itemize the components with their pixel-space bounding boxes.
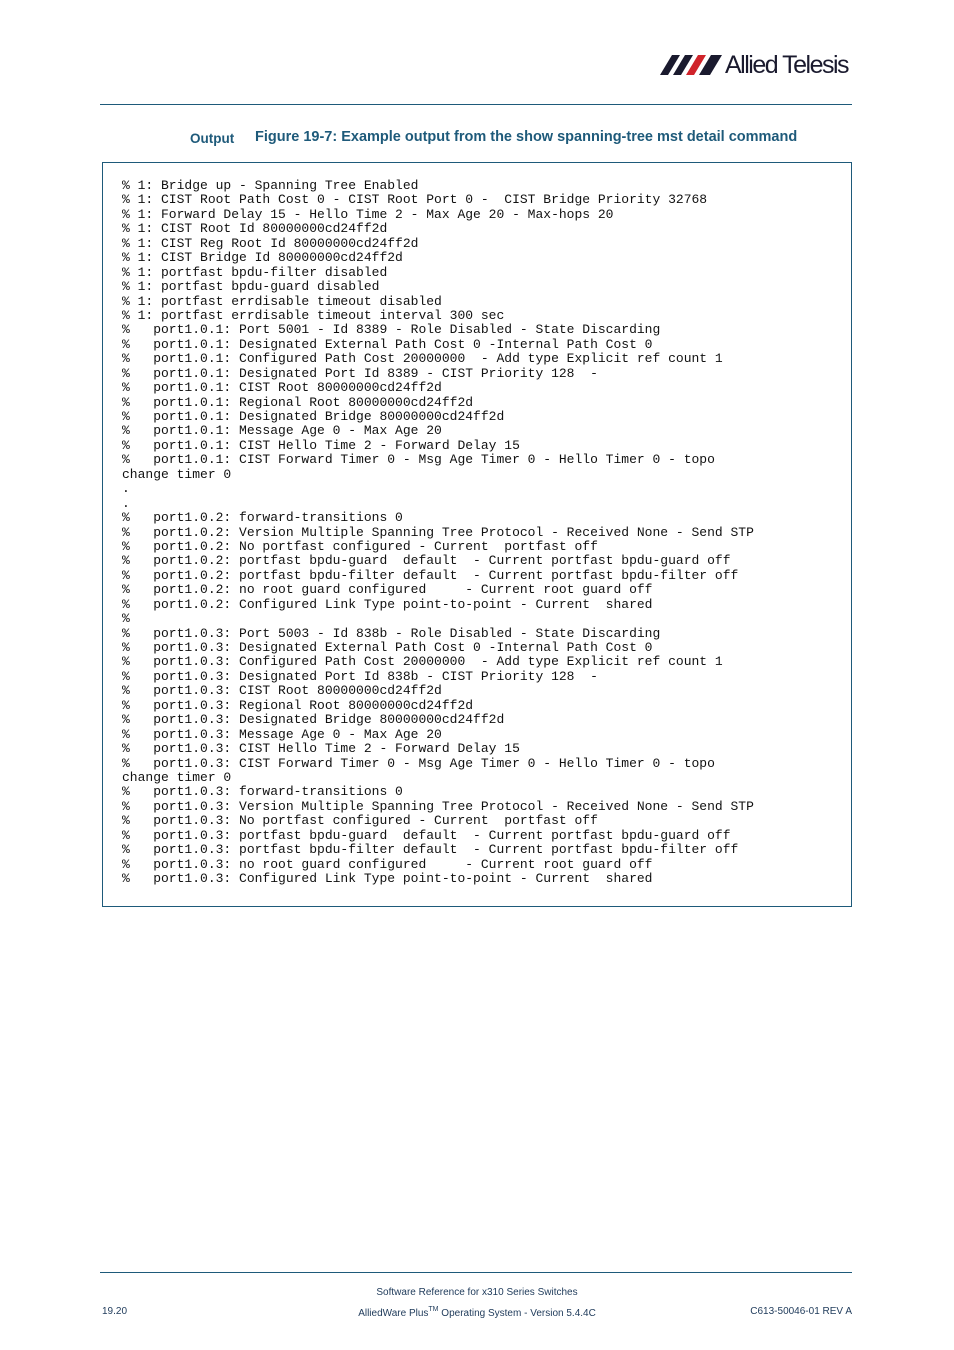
code-line: % port1.0.2: portfast bpdu-guard default - Current portfast bpdu-guard off	[122, 553, 731, 569]
footer-page-number: 19.20	[102, 1306, 128, 1317]
footer-product: AlliedWare Plus	[358, 1308, 429, 1319]
code-line: % port1.0.1: Designated External Path Cost 0 -Internal Path Cost 0	[122, 336, 653, 352]
code-line: % port1.0.1: Designated Port Id 8389 - CIST Priority 128 -	[122, 365, 598, 381]
code-line: % port1.0.3: Regional Root 80000000cd24ff2d	[122, 697, 474, 713]
code-line: % port1.0.1: Configured Path Cost 20000000 - Add type Explicit ref count 1	[122, 351, 723, 367]
code-output	[122, 179, 754, 886]
code-line: % 1: portfast errdisable timeout disabled	[122, 293, 442, 309]
header-rule	[100, 104, 852, 105]
code-line: % port1.0.3: Message Age 0 - Max Age 20	[122, 726, 442, 742]
code-line: % port1.0.2: Configured Link Type point-to-point - Current shared	[122, 596, 653, 612]
code-line: % port1.0.2: Version Multiple Spanning Tree Protocol - Received None - Send STP	[122, 524, 754, 540]
brand-name: Allied Telesis	[725, 51, 849, 79]
output-label: Output	[190, 131, 235, 146]
code-line: % 1: CIST Reg Root Id 80000000cd24ff2d	[122, 235, 419, 251]
code-line: % port1.0.1: Regional Root 80000000cd24ff2d	[122, 394, 474, 410]
code-line: % port1.0.3: Version Multiple Spanning Tree Protocol - Received None - Send STP	[122, 798, 754, 814]
code-output-box	[102, 162, 852, 907]
code-line: % 1: CIST Bridge Id 80000000cd24ff2d	[122, 250, 403, 266]
code-line: % 1: Forward Delay 15 - Hello Time 2 - Max Age 20 - Max-hops 20	[122, 206, 614, 222]
allied-telesis-logo	[660, 50, 848, 80]
allied-telesis-logo-mark-icon	[660, 55, 722, 75]
code-line: % 1: CIST Root Path Cost 0 - CIST Root Port 0 - CIST Bridge Priority 32768	[122, 192, 708, 208]
code-line: % port1.0.3: CIST Hello Time 2 - Forward Delay 15	[122, 741, 520, 757]
code-line: % port1.0.1: CIST Root 80000000cd24ff2d	[122, 380, 442, 396]
code-line: % 1: portfast errdisable timeout interval 300 sec	[122, 307, 505, 323]
code-line: % port1.0.3: Designated Bridge 80000000cd24ff2d	[122, 712, 505, 728]
code-line: % port1.0.3: portfast bpdu-filter default - Current portfast bpdu-filter off	[122, 842, 739, 858]
figure-caption: Figure 19-7: Example output from the show spanning-tree mst detail command	[255, 129, 798, 145]
code-line: change timer 0	[122, 769, 232, 785]
code-line: % port1.0.3: CIST Root 80000000cd24ff2d	[122, 683, 442, 699]
code-line: % port1.0.2: no root guard configured - Current root guard off	[122, 582, 653, 598]
code-line: % port1.0.3: Designated External Path Cost 0 -Internal Path Cost 0	[122, 640, 653, 655]
footer-os-version: Operating System - Version 5.4.4C	[438, 1308, 596, 1319]
code-line: % port1.0.3: Configured Link Type point-to-point - Current shared	[122, 871, 653, 886]
code-line: % port1.0.3: Configured Path Cost 20000000 - Add type Explicit ref count 1	[122, 654, 723, 670]
code-line: % port1.0.1: CIST Hello Time 2 - Forward Delay 15	[122, 437, 520, 453]
code-line: % port1.0.2: No portfast configured - Current portfast off	[122, 538, 598, 554]
code-line: % port1.0.3: no root guard configured - Current root guard off	[122, 856, 653, 872]
footer-trademark: TM	[428, 1306, 439, 1313]
footer-book-title: Software Reference for x310 Series Switches	[376, 1287, 578, 1298]
code-line: .	[122, 481, 130, 497]
footer-doc-id: C613-50046-01 REV A	[750, 1306, 852, 1317]
code-line: % port1.0.3: forward-transitions 0	[122, 784, 403, 800]
code-line: % port1.0.2: portfast bpdu-filter default - Current portfast bpdu-filter off	[122, 567, 739, 583]
code-line: % 1: portfast bpdu-filter disabled	[122, 264, 388, 280]
code-line: %	[122, 611, 130, 627]
code-line: change timer 0	[122, 466, 232, 482]
code-line: % 1: CIST Root Id 80000000cd24ff2d	[122, 221, 388, 237]
code-line: % 1: Bridge up - Spanning Tree Enabled	[122, 178, 419, 193]
footer-rule	[100, 1272, 852, 1273]
code-line: % port1.0.2: forward-transitions 0	[122, 510, 403, 526]
code-line: % port1.0.1: Designated Bridge 80000000cd24ff2d	[122, 409, 505, 424]
code-line: % port1.0.1: Message Age 0 - Max Age 20	[122, 423, 442, 439]
code-line: % port1.0.3: Port 5003 - Id 838b - Role Disabled - State Discarding	[122, 625, 661, 641]
code-line: % port1.0.3: Designated Port Id 838b - CIST Priority 128 -	[122, 668, 598, 684]
code-line: % port1.0.3: CIST Forward Timer 0 - Msg Age Timer 0 - Hello Timer 0 - topo	[122, 755, 715, 771]
code-line: % port1.0.1: Port 5001 - Id 8389 - Role Disabled - State Discarding	[122, 322, 661, 338]
code-line: % 1: portfast bpdu-guard disabled	[122, 279, 380, 295]
code-line: % port1.0.1: CIST Forward Timer 0 - Msg Age Timer 0 - Hello Timer 0 - topo	[122, 452, 715, 468]
code-line: .	[122, 495, 130, 511]
code-line: % port1.0.3: portfast bpdu-guard default - Current portfast bpdu-guard off	[122, 827, 731, 843]
code-line: % port1.0.3: No portfast configured - Current portfast off	[122, 813, 598, 829]
